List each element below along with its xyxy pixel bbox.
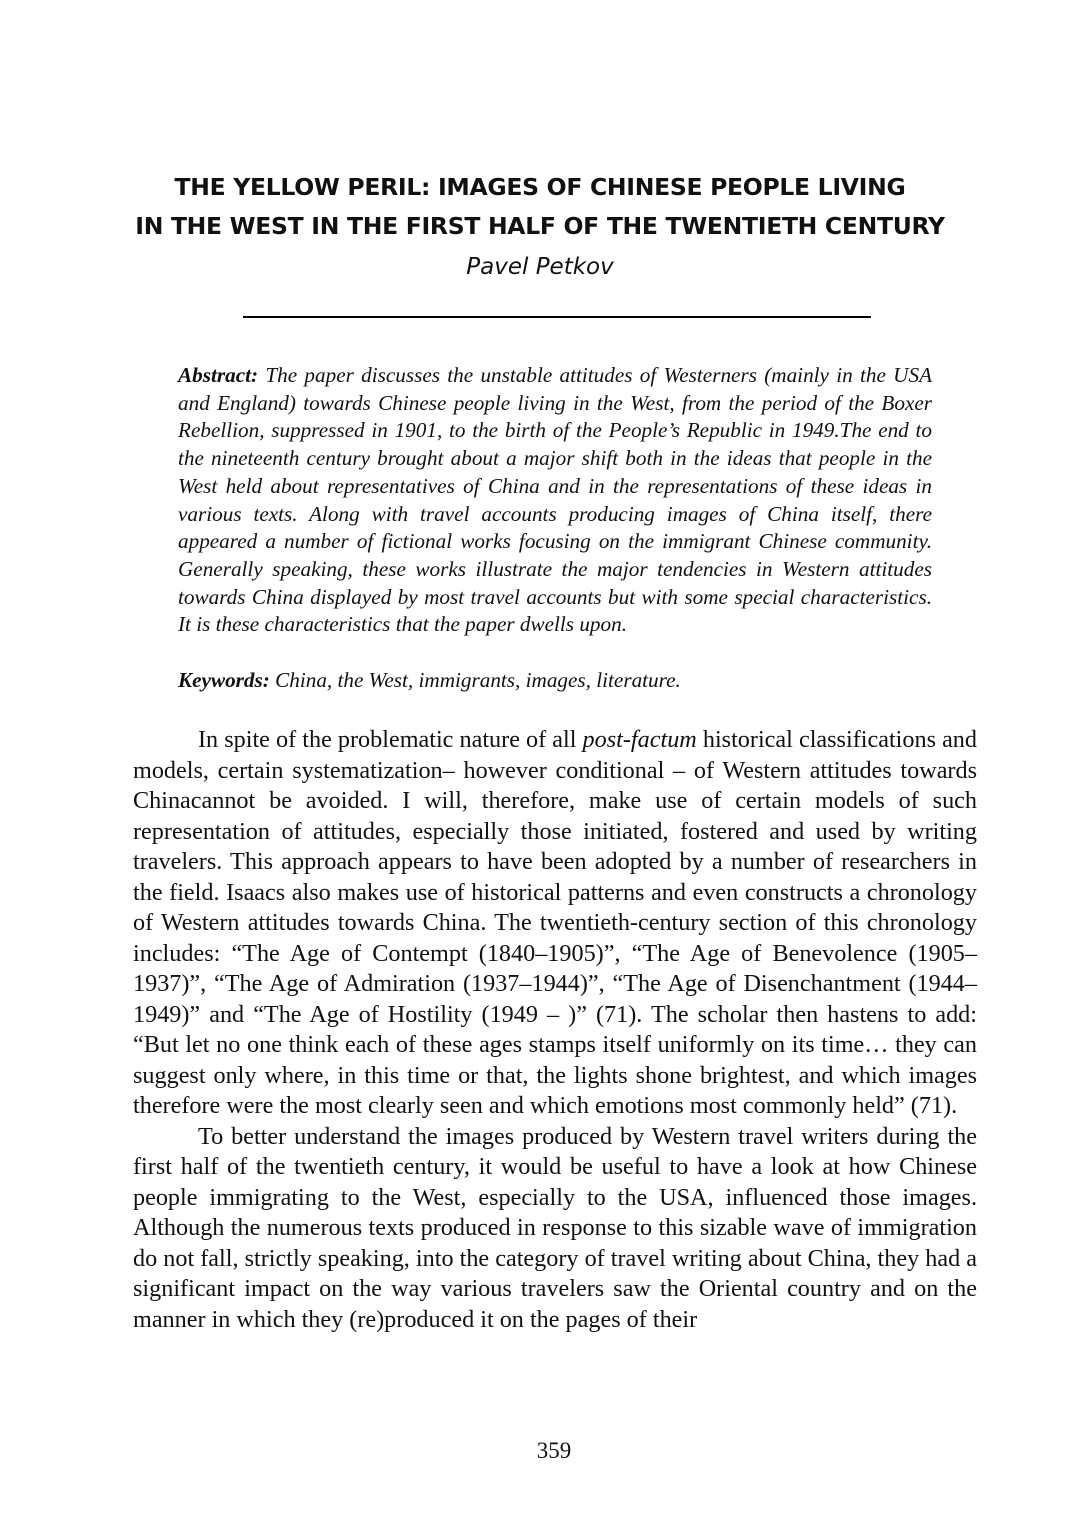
keywords xyxy=(178,667,932,695)
abstract-text: The paper discusses the unstable attitudes of Westerners (mainly in the USA and England) towards Chinese people living in the West, from the period of the Boxer Rebellion, suppressed in 1901, to the birth of the People’s Republic in 1949.The end to the nineteenth century brought about a major shift both in the ideas that people in the West held about representatives of China and in the representations of these ideas in various texts. Along with travel accounts producing images of China itself, there appeared a number of fictional works focusing on the immigrant Chinese community. Generally speaking, these works illustrate the major tendencies in Western attitudes towards China displayed by most travel accounts but with some special characteristics. It is these characteristics that the paper dwells upon. xyxy=(178,363,933,637)
title-divider xyxy=(243,316,871,318)
abstract-label: Abstract: xyxy=(178,363,259,387)
body-paragraph-1 xyxy=(133,725,977,1122)
abstract xyxy=(178,362,932,639)
title-line-1: THE YELLOW PERIL: IMAGES OF CHINESE PEOPLE LIVING xyxy=(174,173,906,201)
article-title xyxy=(100,168,980,246)
p1-italic-term: post-factum xyxy=(582,726,697,753)
keywords-text: China, the West, immigrants, images, literature. xyxy=(275,668,681,692)
title-line-2: IN THE WEST IN THE FIRST HALF OF THE TWENTIETH CENTURY xyxy=(135,212,945,240)
p1-rest: historical classifications and models, certain systematization– however conditional – of Western attitudes towards Chinacannot be avoided. I will, therefore, make use of certain models of such representation of attitudes, especially those initiated, fostered and used by writing travelers. This approach appears to have been adopted by a number of researchers in the field. Isaacs also makes use of historical patterns and even constructs a chronology of Western attitudes towards China. The twentieth-century section of this chronology includes: “The Age of Contempt (1840–1905)”, “The Age of Benevolence (1905–1937)”, “The Age of Admiration (1937–1944)”, “The Age of Disenchantment (1944–1949)” and “The Age of Hostility (1949 – )” (71). The scholar then hastens to add: “But let no one think each of these ages stamps itself uniformly on its time… they can suggest only where, in this time or that, the lights shone brightest, and which images therefore were the most clearly seen and which emotions most commonly held” (71). xyxy=(133,726,977,1119)
body-text xyxy=(133,725,977,1335)
author-name: Pavel Petkov xyxy=(466,254,614,280)
body-paragraph-2: To better understand the images produced by Western travel writers during the first half of the twentieth century, it would be useful to have a look at how Chinese people immigrating to the West, especially to the USA, influenced those images. Although the numerous texts produced in response to this sizable wave of immigration do not fall, strictly speaking, into the category of travel writing about China, they had a significant impact on the way various travelers saw the Oriental country and on the manner in which they (re)produced it on the pages of their xyxy=(133,1122,977,1333)
p1-lead: In spite of the problematic nature of all xyxy=(198,726,583,753)
page-number: 359 xyxy=(536,1438,572,1463)
keywords-label: Keywords: xyxy=(178,668,270,692)
